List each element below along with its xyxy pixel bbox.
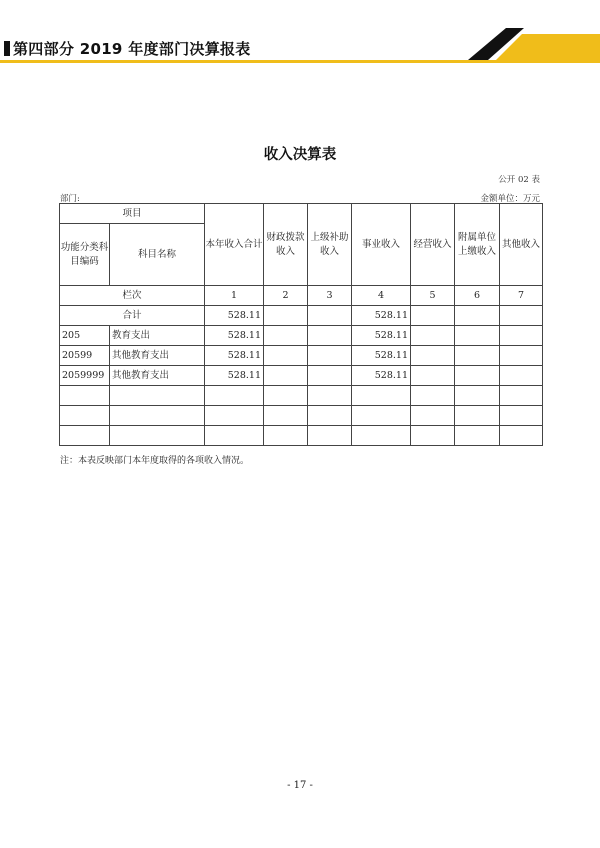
subject-code [60,386,110,406]
income-table [59,203,543,446]
subject-code [60,406,110,426]
subject-name [110,426,205,446]
table-row [60,326,543,346]
amount-cell: 528.11 [352,326,411,346]
form-number: 公开 02 表 [498,175,540,185]
code-column-header: 功能分类科目编码 [60,224,110,286]
subject-code: 2059999 [60,366,110,386]
amount-cell [308,366,352,386]
amount-cell: 528.11 [205,306,264,326]
amount-cell [264,406,308,426]
amount-cell [264,346,308,366]
item-header: 项目 [60,204,205,224]
subject-name [110,386,205,406]
subject-name [110,406,205,426]
amount-cell [500,306,543,326]
amount-cell [308,426,352,446]
column-header: 本年收入合计 [205,204,264,286]
amount-cell [455,346,500,366]
amount-cell [411,306,455,326]
header-rule [0,60,600,63]
amount-cell [264,326,308,346]
total-label: 合计 [60,306,205,326]
amount-cell [500,406,543,426]
amount-cell [411,366,455,386]
subject-name: 其他教育支出 [110,366,205,386]
amount-cell [411,406,455,426]
index-cell: 7 [500,286,543,306]
index-cell: 5 [411,286,455,306]
index-label: 栏次 [60,286,205,306]
amount-cell [411,426,455,446]
amount-cell [352,426,411,446]
amount-cell [308,326,352,346]
amount-cell [500,366,543,386]
amount-cell [308,346,352,366]
amount-cell: 528.11 [205,366,264,386]
amount-cell [455,306,500,326]
header-marker [4,41,10,56]
amount-cell: 528.11 [205,346,264,366]
column-header: 附属单位上缴收入 [455,204,500,286]
amount-cell [308,306,352,326]
amount-cell [411,346,455,366]
header-decoration [466,28,600,60]
subject-name: 其他教育支出 [110,346,205,366]
table-row [60,386,543,406]
page-number: - 17 - [287,780,313,791]
subject-code [60,426,110,446]
amount-cell [455,326,500,346]
amount-cell [411,386,455,406]
amount-cell [308,386,352,406]
amount-cell: 528.11 [205,326,264,346]
header-title: 第四部分 2019 年度部门决算报表 [13,40,251,58]
subject-name: 教育支出 [110,326,205,346]
index-cell: 6 [455,286,500,306]
column-header: 财政拨款收入 [264,204,308,286]
table-row [60,366,543,386]
amount-cell [500,326,543,346]
table-note: 注：本表反映部门本年度取得的各项收入情况。 [60,456,250,466]
amount-cell [205,386,264,406]
column-header: 经营收入 [411,204,455,286]
table-row [60,346,543,366]
amount-cell [264,366,308,386]
amount-cell [264,306,308,326]
amount-cell [500,386,543,406]
table-row [60,426,543,446]
amount-cell [264,386,308,406]
amount-cell [205,426,264,446]
amount-cell [352,406,411,426]
amount-cell [500,346,543,366]
amount-cell [455,386,500,406]
column-header: 其他收入 [500,204,543,286]
amount-cell: 528.11 [352,306,411,326]
name-column-header: 科目名称 [110,224,205,286]
index-cell: 3 [308,286,352,306]
amount-cell [455,406,500,426]
subject-code: 20599 [60,346,110,366]
amount-cell: 528.11 [352,366,411,386]
amount-cell [455,366,500,386]
document-title: 收入决算表 [263,147,337,163]
amount-unit: 金额单位：万元 [480,194,540,204]
index-cell: 4 [352,286,411,306]
amount-cell [308,406,352,426]
table-row [60,306,543,326]
amount-cell [500,426,543,446]
amount-cell [411,326,455,346]
amount-cell [205,406,264,426]
amount-cell [455,426,500,446]
table-row [60,406,543,426]
amount-cell: 528.11 [352,346,411,366]
amount-cell [264,426,308,446]
subject-code: 205 [60,326,110,346]
index-cell: 2 [264,286,308,306]
amount-cell [352,386,411,406]
column-header: 事业收入 [352,204,411,286]
column-header: 上级补助收入 [308,204,352,286]
department-label: 部门: [60,194,80,204]
index-cell: 1 [205,286,264,306]
page-header [0,36,600,66]
